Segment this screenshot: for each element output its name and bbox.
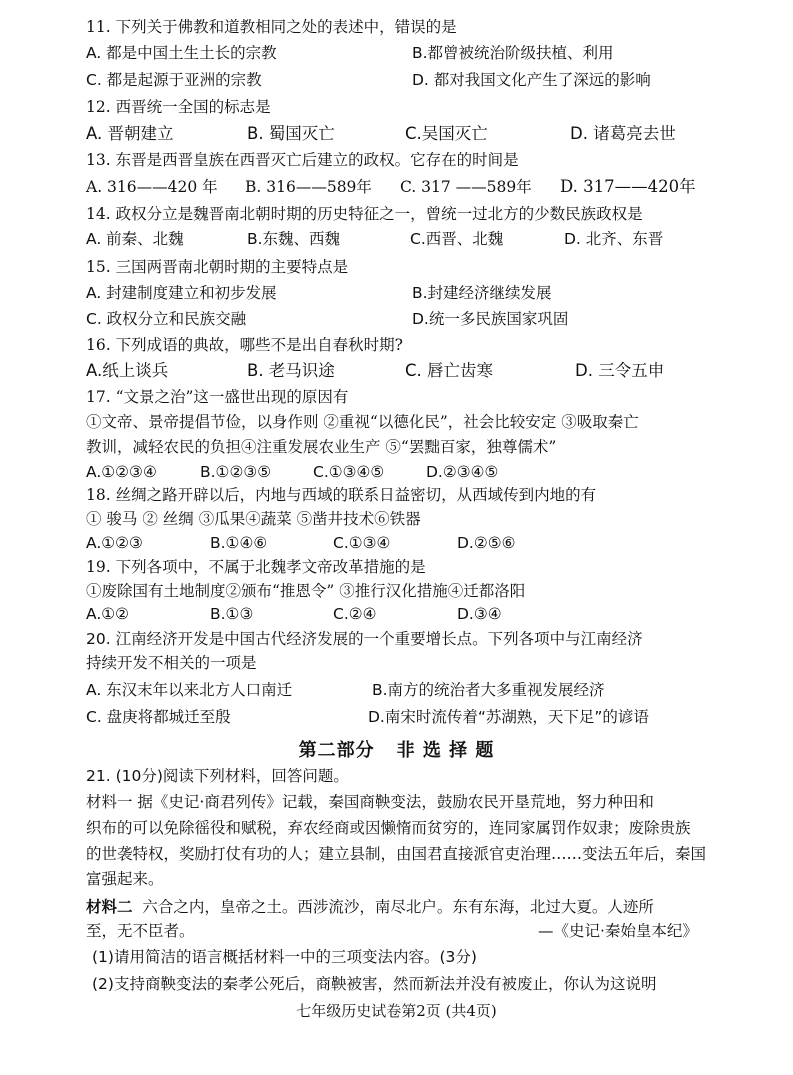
q19-stem: 19. 下列各项中，不属于北魏孝文帝改革措施的是: [86, 558, 426, 576]
q13-option-a: A. 316——420 年: [86, 178, 218, 196]
q21-material-2-source: —《史记·秦始皇本纪》: [538, 922, 698, 940]
q13-option-d: D. 317——420年: [560, 177, 696, 196]
q11-option-d: D. 都对我国文化产生了深远的影响: [412, 71, 651, 89]
q21-material-2-line-1: [86, 896, 654, 918]
q12-option-c: C.吴国灭亡: [405, 124, 488, 143]
part-two-heading: [0, 736, 793, 762]
q16-option-c: C. 唇亡齿寒: [405, 361, 494, 380]
q17-option-b: B.①②③⑤: [200, 463, 272, 481]
q12-option-a: A. 晋朝建立: [86, 124, 174, 143]
q19-option-d: D.③④: [457, 605, 502, 623]
q14-option-d: D. 北齐、东晋: [564, 230, 664, 248]
q21-stem: 21. (10分)阅读下列材料，回答问题。: [86, 767, 349, 785]
q15-option-d: D.统一多民族国家巩固: [412, 310, 569, 328]
q21-material-1-line-3: 的世袭特权，奖励打仗有功的人；建立县制，由国君直接派官吏治理……变法五年后，秦国: [86, 845, 707, 863]
q17-option-c: C.①③④⑤: [313, 463, 385, 481]
q13-stem: 13. 东晋是西晋皇族在西晋灭亡后建立的政权。它存在的时间是: [86, 151, 519, 169]
part-two-label: 第二部分: [298, 740, 375, 761]
q21-material-1-line-1: 材料一 据《史记·商君列传》记载，秦国商鞅变法，鼓励农民开垦荒地，努力种田和: [86, 793, 654, 811]
q18-option-d: D.②⑤⑥: [457, 534, 516, 552]
q21-material-2-label: 材料二: [86, 898, 133, 916]
q21-subquestion-1: (1)请用简洁的语言概括材料一中的三项变法内容。(3分): [92, 948, 477, 966]
q21-material-1-line-2: 织布的可以免除徭役和赋税，弃农经商或因懒惰而贫穷的，连同家属罚作奴隶；废除贵族: [86, 819, 691, 837]
q19-items: ①废除国有土地制度②颁布“推恩令” ③推行汉化措施④迁都洛阳: [86, 582, 526, 600]
q18-items: ① 骏马 ② 丝绸 ③瓜果④蔬菜 ⑤凿井技术⑥铁器: [86, 510, 421, 528]
q14-option-c: C.西晋、北魏: [410, 230, 504, 248]
q19-option-c: C.②④: [333, 605, 377, 623]
q16-option-d: D. 三令五申: [575, 361, 665, 380]
q20-option-d: D.南宋时流传着“苏湖熟，天下足”的谚语: [368, 708, 649, 726]
q20-stem-line-1: 20. 江南经济开发是中国古代经济发展的一个重要增长点。下列各项中与江南经济: [86, 630, 643, 648]
part-two-title: 非 选 择 题: [396, 740, 495, 761]
q16-option-b: B. 老马识途: [247, 361, 335, 380]
q11-option-a: A. 都是中国土生土长的宗教: [86, 44, 277, 62]
q15-option-b: B.封建经济继续发展: [412, 284, 552, 302]
q11-option-b: B.都曾被统治阶级扶植、利用: [412, 44, 614, 62]
q18-option-a: A.①②③: [86, 534, 143, 552]
q14-option-a: A. 前秦、北魏: [86, 230, 184, 248]
q17-stem: 17. “文景之治”这一盛世出现的原因有: [86, 388, 349, 406]
q17-option-a: A.①②③④: [86, 463, 157, 481]
q11-option-c: C. 都是起源于亚洲的宗教: [86, 71, 262, 89]
q18-option-b: B.①④⑥: [210, 534, 268, 552]
q21-material-2-line-2: 至，无不臣者。: [86, 922, 195, 940]
q17-option-d: D.②③④⑤: [426, 463, 499, 481]
q15-option-a: A. 封建制度建立和初步发展: [86, 284, 277, 302]
q13-option-b: B. 316——589年: [245, 178, 372, 196]
q21-material-2-text: 六合之内，皇帝之土。西涉流沙，南尽北户。东有东海，北过大夏。人迹所: [142, 898, 654, 916]
q16-option-a: A.纸上谈兵: [86, 361, 169, 380]
q11-stem: 11. 下列关于佛教和道教相同之处的表述中，错误的是: [86, 18, 457, 36]
q20-option-a: A. 东汉末年以来北方人口南迁: [86, 681, 293, 699]
q13-option-c: C. 317 ——589年: [400, 178, 532, 196]
q14-stem: 14. 政权分立是魏晋南北朝时期的历史特征之一，曾统一过北方的少数民族政权是: [86, 205, 643, 223]
q17-statement-line-2: 教训，减轻农民的负担④注重发展农业生产 ⑤“罢黜百家，独尊儒术”: [86, 438, 557, 456]
q20-stem-line-2: 持续开发不相关的一项是: [86, 654, 257, 672]
page-footer: 七年级历史试卷第2页 (共4页): [296, 1002, 497, 1020]
q12-stem: 12. 西晋统一全国的标志是: [86, 98, 271, 116]
q20-option-c: C. 盘庚将都城迁至殷: [86, 708, 231, 726]
q12-option-d: D. 诸葛亮去世: [570, 124, 676, 143]
q14-option-b: B.东魏、西魏: [247, 230, 341, 248]
q18-stem: 18. 丝绸之路开辟以后，内地与西域的联系日益密切，从西域传到内地的有: [86, 486, 597, 504]
q19-option-b: B.①③: [210, 605, 254, 623]
q12-option-b: B. 蜀国灭亡: [247, 124, 335, 143]
q18-option-c: C.①③④: [333, 534, 391, 552]
q21-material-1-line-4: 富强起来。: [86, 870, 164, 888]
q15-stem: 15. 三国两晋南北朝时期的主要特点是: [86, 258, 349, 276]
q19-option-a: A.①②: [86, 605, 130, 623]
q20-option-b: B.南方的统治者大多重视发展经济: [372, 681, 605, 699]
q15-option-c: C. 政权分立和民族交融: [86, 310, 247, 328]
q17-statement-line-1: ①文帝、景帝提倡节俭，以身作则 ②重视“以德化民”，社会比较安定 ③吸取秦亡: [86, 413, 639, 431]
q16-stem: 16. 下列成语的典故，哪些不是出自春秋时期?: [86, 336, 403, 354]
q21-subquestion-2: (2)支持商鞅变法的秦孝公死后，商鞅被害，然而新法并没有被废止，你认为这说明: [92, 975, 657, 993]
